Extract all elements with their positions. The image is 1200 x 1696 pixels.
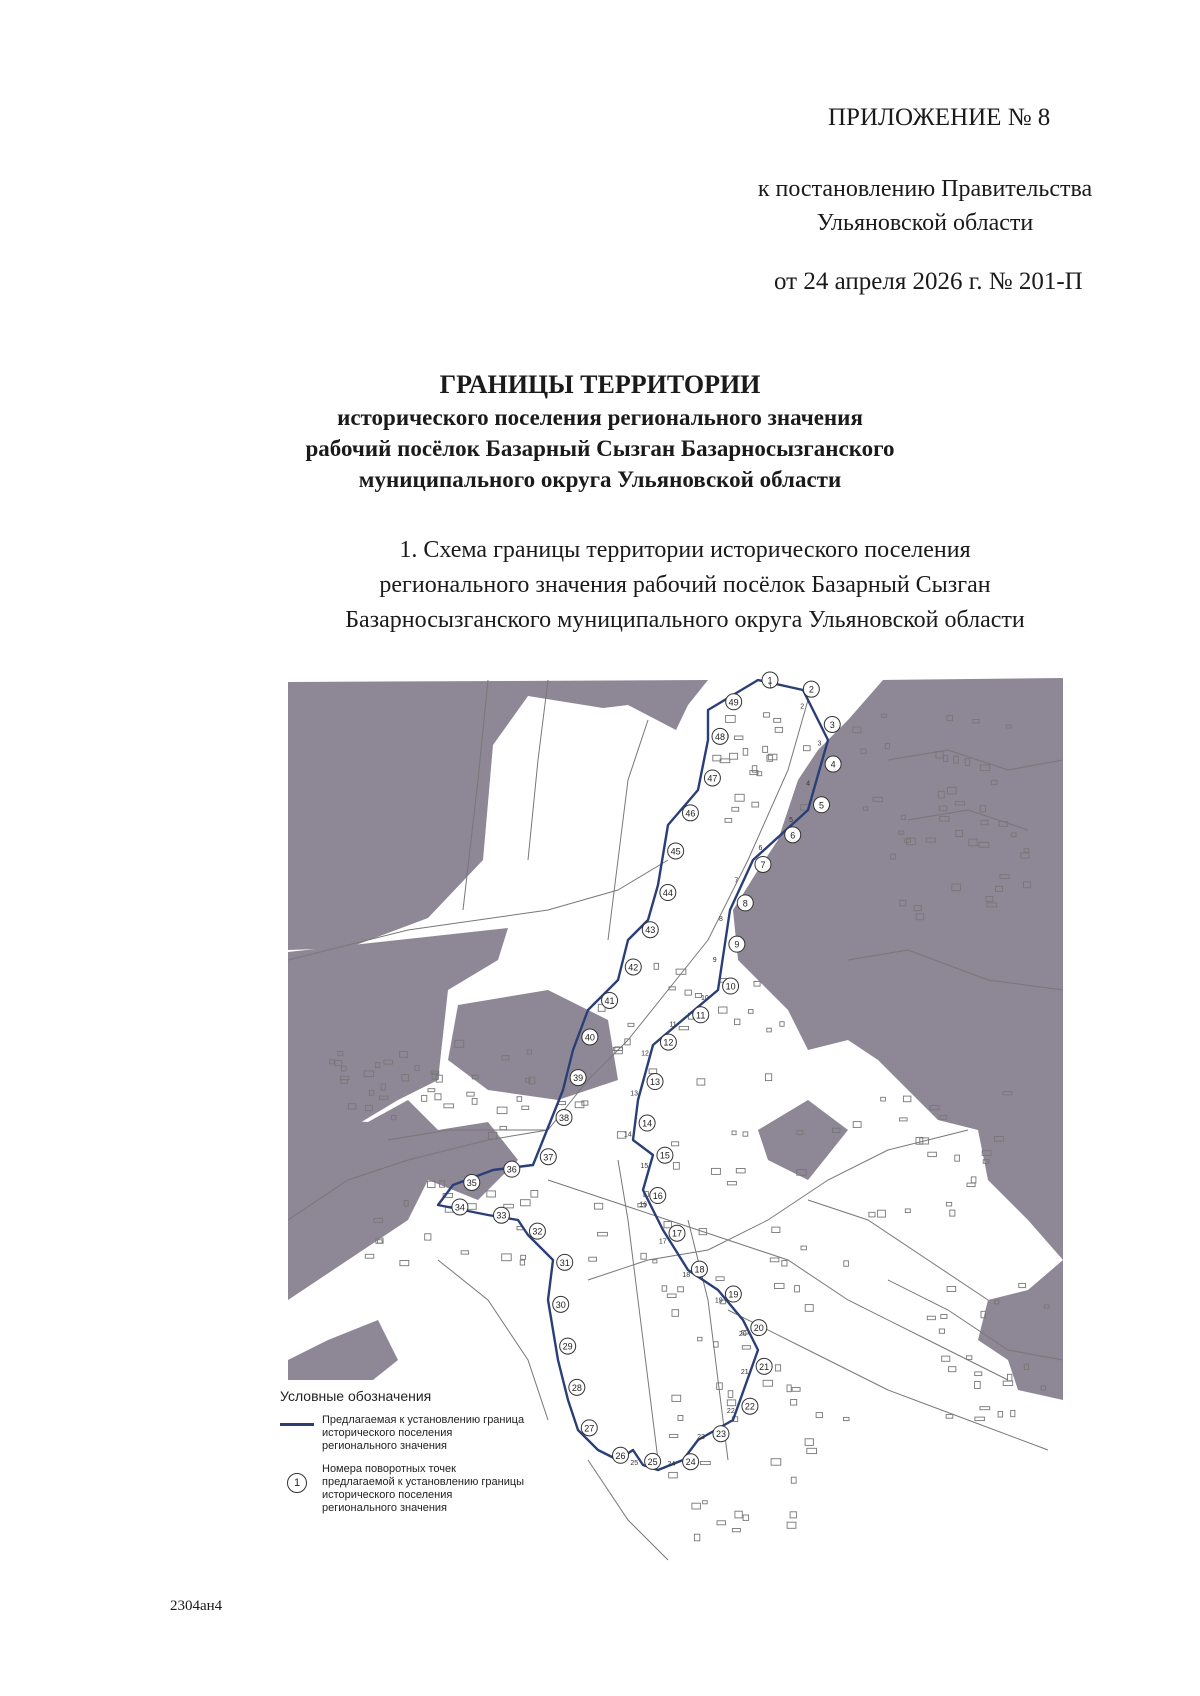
turning-point-number: 11 xyxy=(696,1010,706,1021)
title-line: исторического поселения регионального значения xyxy=(337,405,863,430)
legend-item-text: Предлагаемая к установлению граница исторического поселения регионального значения xyxy=(322,1414,525,1452)
turning-point-number: 15 xyxy=(659,1150,670,1161)
turning-point xyxy=(682,805,698,821)
title-line: муниципального округа Ульяновской области xyxy=(358,467,842,492)
inner-point-number: 9 xyxy=(712,956,717,964)
turning-point xyxy=(602,992,618,1008)
inner-point-number: 22 xyxy=(726,1407,735,1415)
title-main: ГРАНИЦЫ ТЕРРИТОРИИ xyxy=(439,370,761,399)
inner-point-number: 4 xyxy=(806,780,811,788)
inner-point-number: 17 xyxy=(658,1238,667,1246)
turning-point-number: 42 xyxy=(628,962,639,973)
turning-point xyxy=(660,1034,676,1050)
turning-point xyxy=(581,1420,597,1436)
turning-point xyxy=(642,922,658,938)
turning-point-number: 13 xyxy=(650,1077,661,1088)
inner-point-number: 20 xyxy=(738,1330,747,1338)
turning-point-number: 43 xyxy=(645,925,656,936)
turning-point-number: 46 xyxy=(685,808,696,819)
turning-point xyxy=(669,1225,685,1241)
scheme-caption-line: 1. Схема границы территории исторического поселения xyxy=(399,537,971,563)
inner-point-number: 7 xyxy=(734,877,739,885)
turning-point-number: 18 xyxy=(694,1264,705,1275)
turning-point xyxy=(504,1161,520,1177)
turning-point-number: 25 xyxy=(647,1456,658,1467)
turning-point xyxy=(693,1007,709,1023)
turning-point-number: 33 xyxy=(496,1210,507,1221)
turning-point xyxy=(742,1398,758,1414)
turning-point-number: 16 xyxy=(652,1191,663,1202)
turning-point-number: 45 xyxy=(670,846,681,857)
turning-point xyxy=(647,1074,663,1090)
turning-point xyxy=(540,1149,556,1165)
turning-point xyxy=(569,1379,585,1395)
turning-point xyxy=(737,895,753,911)
turning-point-number: 9 xyxy=(734,939,740,950)
document-code: 2304ан4 xyxy=(170,1598,223,1614)
turning-point xyxy=(529,1223,545,1239)
turning-point-number: 8 xyxy=(742,898,748,909)
turning-point-number: 14 xyxy=(642,1118,653,1129)
turning-point xyxy=(582,1029,598,1045)
turning-point-number: 24 xyxy=(685,1457,696,1468)
turning-point-number: 49 xyxy=(728,697,739,708)
inner-point-number: 25 xyxy=(630,1460,639,1468)
legend-circle-symbol xyxy=(280,1463,314,1489)
turning-point-number: 2 xyxy=(808,684,814,695)
decree-reference-line: к постановлению Правительства xyxy=(757,176,1093,202)
turning-point xyxy=(668,843,684,859)
inner-point-number: 24 xyxy=(667,1461,676,1469)
turning-point xyxy=(639,1115,655,1131)
decree-reference-line: Ульяновской области xyxy=(816,210,1034,236)
turning-point-number: 32 xyxy=(532,1226,543,1237)
turning-point-number: 29 xyxy=(562,1341,573,1352)
turning-point xyxy=(756,1358,772,1374)
turning-point xyxy=(657,1147,673,1163)
turning-point xyxy=(683,1454,699,1470)
turning-point-number: 22 xyxy=(744,1401,755,1412)
turning-point-number: 44 xyxy=(662,888,673,899)
turning-point xyxy=(556,1109,572,1125)
turning-point-number: 5 xyxy=(818,800,825,811)
turning-point xyxy=(660,885,676,901)
inner-point-number: 10 xyxy=(701,994,709,1002)
turning-point xyxy=(713,1426,729,1442)
turning-point-number: 4 xyxy=(830,759,836,770)
appendix-number: ПРИЛОЖЕНИЕ № 8 xyxy=(828,104,1051,131)
turning-point-number: 6 xyxy=(790,830,796,841)
turning-point xyxy=(704,770,720,786)
turning-point xyxy=(825,756,841,772)
turning-point xyxy=(560,1338,576,1354)
turning-point xyxy=(452,1199,468,1215)
legend-line-symbol xyxy=(280,1414,314,1434)
turning-point xyxy=(712,728,728,744)
turning-point xyxy=(557,1254,573,1270)
turning-point xyxy=(755,856,771,872)
turning-point xyxy=(645,1453,661,1469)
turning-point xyxy=(570,1070,586,1086)
inner-point-number: 2 xyxy=(800,703,805,711)
inner-point-number: 3 xyxy=(817,740,822,748)
turning-point-number: 23 xyxy=(715,1429,726,1440)
turning-point-number: 39 xyxy=(573,1073,584,1084)
inner-point-number: 8 xyxy=(718,915,723,923)
inner-point-number: 16 xyxy=(639,1201,648,1209)
turning-point xyxy=(813,797,829,813)
inner-point-number: 23 xyxy=(697,1433,705,1441)
turning-point xyxy=(464,1174,480,1190)
turning-point xyxy=(824,717,840,733)
turning-point-number: 3 xyxy=(829,720,835,731)
turning-point xyxy=(650,1188,666,1204)
turning-point-number: 38 xyxy=(559,1112,570,1123)
scheme-caption-line: Базарносызганского муниципального округа Ульяновской области xyxy=(345,607,1025,633)
scheme-caption xyxy=(240,533,1130,638)
inner-point-number: 11 xyxy=(669,1021,677,1029)
turning-point-number: 7 xyxy=(760,859,766,870)
turning-point-number: 40 xyxy=(584,1032,595,1043)
turning-point-number: 19 xyxy=(728,1289,739,1300)
turning-point xyxy=(493,1207,509,1223)
decree-date-number: от 24 апреля 2026 г. № 201-П xyxy=(774,268,1083,295)
turning-point-number: 35 xyxy=(466,1177,477,1188)
turning-point-number: 47 xyxy=(707,773,718,784)
turning-point-number: 1 xyxy=(767,675,773,686)
inner-point-number: 6 xyxy=(758,844,763,852)
inner-point-number: 5 xyxy=(789,817,794,825)
turning-point xyxy=(625,959,641,975)
turning-point-number: 17 xyxy=(671,1228,683,1239)
legend-item-text: Номера поворотных точек предлагаемой к установлению границы исторического поселения регионального значения xyxy=(322,1463,525,1514)
legend-title: Условные обозначения xyxy=(280,1388,432,1404)
inner-point-number: 19 xyxy=(714,1297,723,1305)
turning-point-number: 36 xyxy=(506,1164,517,1175)
turning-point-number: 20 xyxy=(753,1323,764,1334)
numbered-circle-icon: 1 xyxy=(287,1473,307,1493)
inner-point-number: 21 xyxy=(740,1368,749,1376)
turning-point-number: 31 xyxy=(559,1257,570,1268)
legend-item-points xyxy=(280,1463,528,1515)
inner-point-number: 15 xyxy=(640,1162,649,1170)
turning-point xyxy=(723,978,739,994)
turning-point-number: 34 xyxy=(454,1202,465,1213)
inner-point-number: 18 xyxy=(682,1271,691,1279)
turning-point xyxy=(729,936,745,952)
turning-point xyxy=(691,1261,707,1277)
boundary-line-swatch xyxy=(280,1423,314,1426)
legend-item-boundary xyxy=(280,1414,528,1453)
turning-point xyxy=(785,827,801,843)
scheme-caption-line: регионального значения рабочий посёлок Базарный Сызган xyxy=(379,572,991,598)
turning-point-number: 26 xyxy=(615,1450,626,1461)
turning-point-number: 41 xyxy=(604,995,615,1006)
inner-point-number: 1 xyxy=(768,683,773,691)
turning-point-number: 30 xyxy=(555,1299,566,1310)
turning-point-number: 21 xyxy=(759,1361,770,1372)
turning-point-number: 27 xyxy=(584,1423,595,1434)
turning-point-number: 10 xyxy=(725,981,736,992)
inner-point-number: 13 xyxy=(630,1090,639,1098)
decree-reference xyxy=(700,172,1150,240)
title-line: рабочий посёлок Базарный Сызган Базарносызганского xyxy=(305,436,895,461)
turning-point xyxy=(803,681,819,697)
turning-point xyxy=(726,694,742,710)
turning-point-number: 28 xyxy=(571,1382,582,1393)
turning-point-number: 37 xyxy=(543,1152,554,1163)
map-legend xyxy=(274,1380,534,1525)
inner-point-number: 12 xyxy=(641,1050,649,1058)
document-title xyxy=(220,368,980,495)
turning-point xyxy=(751,1320,767,1336)
turning-point xyxy=(613,1447,629,1463)
turning-point xyxy=(553,1296,569,1312)
inner-point-number: 14 xyxy=(623,1131,632,1139)
turning-point-number: 48 xyxy=(714,731,726,742)
turning-point xyxy=(725,1286,741,1302)
turning-point-number: 12 xyxy=(663,1037,674,1048)
